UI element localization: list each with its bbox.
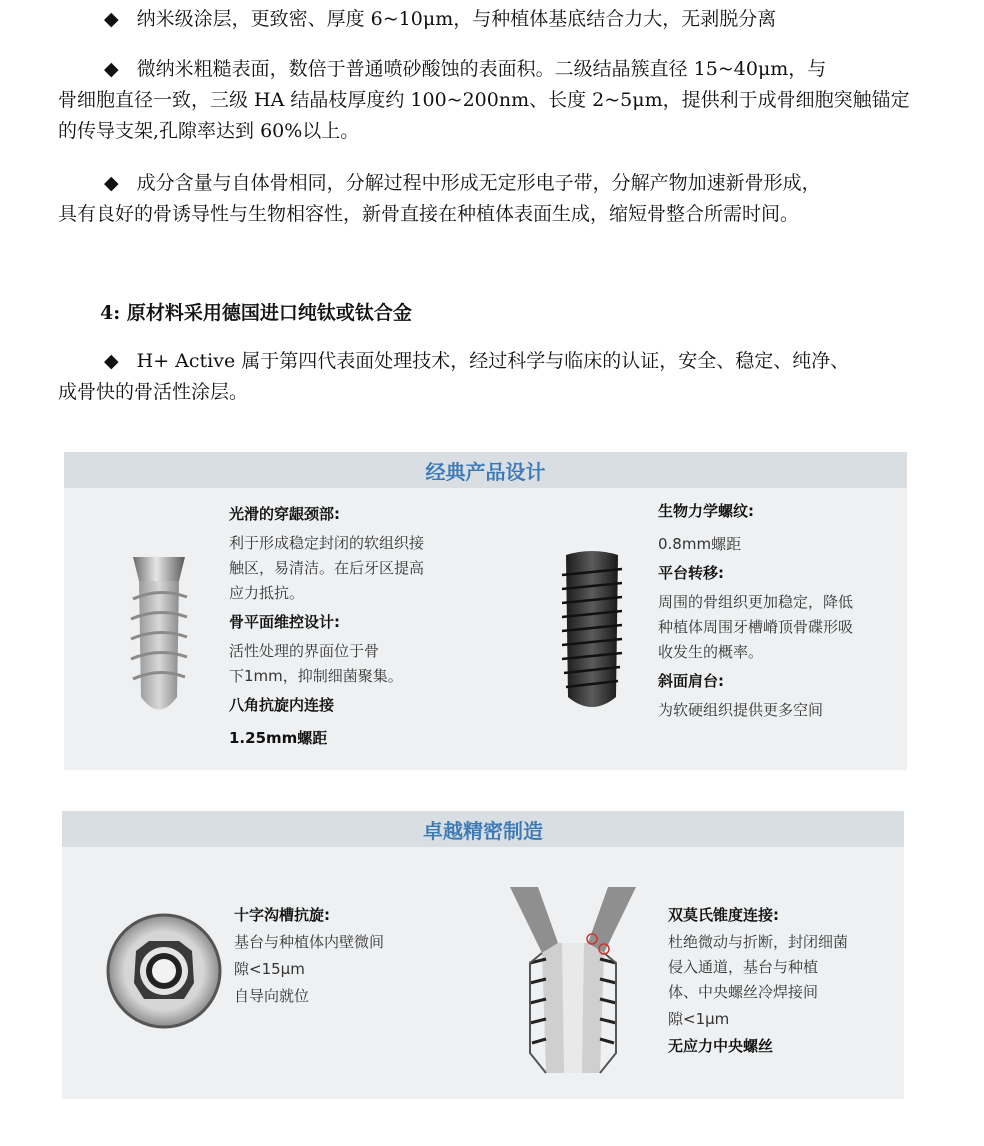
paragraph-rest: 具有良好的骨诱导性与生物相容性，新骨直接在种植体表面生成，缩短骨整合所需时间。 xyxy=(58,203,800,225)
bullet-icon: ◆ xyxy=(104,58,119,80)
paragraph-line: 纳米级涂层，更致密、厚度 6~10μm，与种植体基底结合力大，无剥脱分离 xyxy=(136,8,777,30)
feature-desc-line: 杜绝微动与折断，封闭细菌 xyxy=(668,933,849,951)
paragraph-active xyxy=(58,346,928,408)
panel1-left-text xyxy=(229,502,469,751)
feature-title: 光滑的穿龈颈部: xyxy=(229,505,340,523)
paragraph-line: 成分含量与自体骨相同，分解过程中形成无定形电子带，分解产物加速新骨形成， xyxy=(136,172,821,194)
feature-title: 生物力学螺纹: xyxy=(658,502,754,520)
feature-desc-line: 体、中央螺丝冷焊接间 xyxy=(668,983,819,1001)
feature-title: 双莫氏锥度连接: xyxy=(668,906,779,924)
feature-title: 1.25mm螺距 xyxy=(229,729,328,747)
paragraph-composition xyxy=(58,168,928,230)
feature-desc-line: 为软硬组织提供更多空间 xyxy=(658,701,824,719)
paragraph-surface xyxy=(58,54,928,147)
feature-desc-line: 隙<15μm xyxy=(234,960,305,978)
feature-desc-line: 应力抵抗。 xyxy=(229,584,305,602)
implant-top-view-image xyxy=(104,911,224,1031)
feature-title: 斜面肩台: xyxy=(658,672,724,690)
feature-desc-line: 隙<1μm xyxy=(668,1010,730,1028)
implant-dark-image xyxy=(556,547,628,717)
panel1-right-text xyxy=(658,499,898,723)
product-design-panel xyxy=(64,452,907,770)
paragraph-rest: 成骨快的骨活性涂层。 xyxy=(58,381,249,403)
feature-desc-line: 利于形成稳定封闭的软组织接 xyxy=(229,534,425,552)
feature-title: 平台转移: xyxy=(658,564,724,582)
panel-title: 卓越精密制造 xyxy=(62,811,904,847)
feature-desc-line: 收发生的概率。 xyxy=(658,643,764,661)
bullet-icon: ◆ xyxy=(104,350,119,372)
feature-desc-line: 种植体周围牙槽嵴顶骨碟形吸 xyxy=(658,618,854,636)
panel2-right-text xyxy=(668,903,888,1059)
cross-section-image xyxy=(508,883,638,1083)
panel2-left-text xyxy=(234,903,434,1009)
feature-desc-line: 0.8mm螺距 xyxy=(658,535,742,553)
feature-desc-line: 活性处理的界面位于骨 xyxy=(229,642,380,660)
section-heading: 4: 原材料采用德国进口纯钛或钛合金 xyxy=(100,302,412,324)
feature-title: 无应力中央螺丝 xyxy=(668,1037,774,1055)
precision-manufacturing-panel xyxy=(62,811,904,1099)
bullet-icon: ◆ xyxy=(104,8,119,30)
feature-title: 八角抗旋内连接 xyxy=(229,696,335,714)
feature-desc-line: 自导向就位 xyxy=(234,987,310,1005)
paragraph-rest: 骨细胞直径一致，三级 HA 结晶枝厚度约 100~200nm、长度 2~5μm，提供利于成骨细胞突触锚定的传导支架,孔隙率达到 60%以上。 xyxy=(58,89,910,142)
paragraph-line: 微纳米粗糙表面，数倍于普通喷砂酸蚀的表面积。二级结晶簇直径 15~40μm，与 xyxy=(136,58,827,80)
bullet-icon: ◆ xyxy=(104,172,119,194)
feature-desc-line: 基台与种植体内壁微间 xyxy=(234,933,385,951)
feature-desc-line: 下1mm，抑制细菌聚集。 xyxy=(229,667,403,685)
feature-desc-line: 侵入通道，基台与种植 xyxy=(668,958,819,976)
feature-desc-line: 触区，易清洁。在后牙区提高 xyxy=(229,559,425,577)
paragraph-coating xyxy=(58,4,928,35)
paragraph-line: H+ Active 属于第四代表面处理技术，经过科学与临床的认证，安全、稳定、纯净、 xyxy=(136,350,850,372)
implant-image xyxy=(119,547,199,727)
panel-title: 经典产品设计 xyxy=(64,452,907,488)
feature-title: 十字沟槽抗旋: xyxy=(234,906,330,924)
feature-desc-line: 周围的骨组织更加稳定，降低 xyxy=(658,593,854,611)
feature-title: 骨平面维控设计: xyxy=(229,613,340,631)
